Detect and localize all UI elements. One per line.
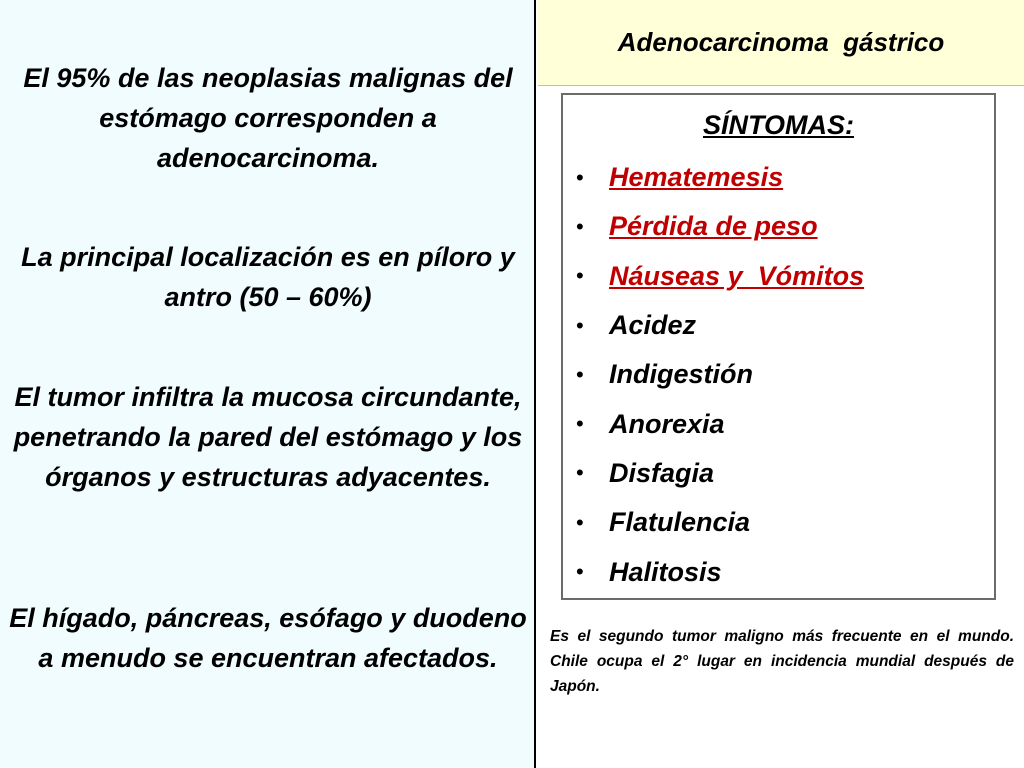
- symptom-label: Anorexia: [609, 408, 725, 439]
- bullet-icon: •: [576, 460, 584, 486]
- symptom-label: Náuseas y Vómitos: [609, 260, 865, 291]
- symptom-label: Disfagia: [609, 457, 715, 488]
- bullet-icon: •: [576, 263, 584, 289]
- bullet-icon: •: [576, 411, 584, 437]
- symptom-item: [576, 399, 864, 448]
- paragraph-infiltration: El tumor infiltra la mucosa circundante, penetrando la pared del estómago y los órganos y estructuras adyacentes.: [13, 382, 523, 492]
- symptom-item: [576, 350, 864, 399]
- paragraph-affected-organs: El hígado, páncreas, esófago y duodeno a menudo se encuentran afectados.: [9, 603, 527, 673]
- bullet-icon: •: [576, 559, 584, 585]
- symptom-label: Pérdida de peso: [609, 211, 818, 242]
- symptom-item: [576, 301, 864, 350]
- symptom-item: [576, 449, 864, 498]
- incidence-note: Es el segundo tumor maligno más frecuente en el mundo. Chile ocupa el 2° lugar en incidencia mundial después de Japón.: [550, 628, 1014, 695]
- symptom-label: Acidez: [609, 310, 697, 341]
- title-box: [538, 0, 1024, 86]
- paragraph-prevalence: El 95% de las neoplasias malignas del estómago corresponden a adenocarcinoma.: [23, 63, 513, 173]
- symptom-label: Indigestión: [609, 359, 753, 390]
- paragraph-location: La principal localización es en píloro y antro (50 – 60%): [21, 242, 515, 312]
- symptom-item: [576, 498, 864, 547]
- bullet-icon: •: [576, 361, 584, 387]
- bullet-icon: •: [576, 312, 584, 338]
- symptom-label: Halitosis: [609, 556, 722, 587]
- symptom-label: Hematemesis: [609, 162, 784, 193]
- symptom-item: [576, 252, 864, 301]
- bullet-icon: •: [576, 213, 584, 239]
- symptom-label: Flatulencia: [609, 507, 751, 538]
- symptom-list: [576, 153, 864, 597]
- symptom-item: [576, 153, 864, 202]
- bullet-icon: •: [576, 509, 584, 535]
- bullet-icon: •: [576, 164, 584, 190]
- symptom-item: [576, 547, 864, 596]
- symptom-item: [576, 202, 864, 251]
- slide-title: Adenocarcinoma gástrico: [617, 27, 945, 57]
- symptoms-heading: SÍNTOMAS:: [702, 110, 854, 140]
